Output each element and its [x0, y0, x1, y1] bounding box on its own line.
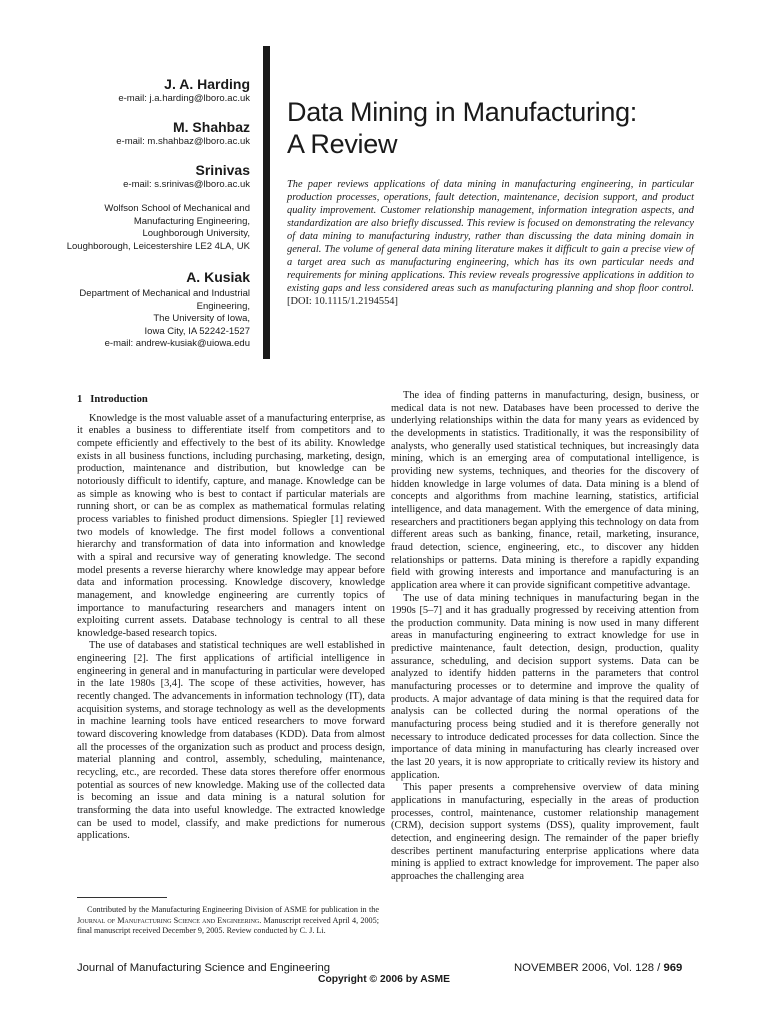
- abstract: [287, 178, 694, 308]
- paragraph: The use of data mining techniques in manufacturing began in the 1990s [5–7] and it has gradually progressed by receiving attention from the production community. Data mining is now used in many different areas in manufacturing engineering to extract knowledge for use in predictive maintenance, fault detection, design, production, quality assurance, scheduling, and decision support systems. Data can be analyzed to identify hidden patterns in the parameters that control manufacturing processes or to determine and improve the quality of products. A major advantage of data mining is that the required data for analysis can be collected during the normal operations of the manufacturing process being studied and it is therefore generally not necessary to introduce dedicated processes for data collection. Since the importance of data mining in manufacturing has clearly increased over the last 20 years, it is now appropriate to critically review its history and application.: [391, 592, 699, 781]
- footnote: [77, 905, 379, 937]
- author-email: [60, 179, 250, 191]
- email-label: e-mail:: [123, 179, 155, 190]
- section-heading: [77, 394, 385, 407]
- affiliation-line: Department of Mechanical and Industrial: [79, 288, 250, 299]
- email-link[interactable]: j.a.harding@lboro.ac.uk: [149, 93, 250, 104]
- author-email: [60, 338, 250, 351]
- paragraph: The idea of finding patterns in manufacturing, design, business, or medical data is not new. Databases have been processed to derive the underlying relationships within the data for many years as evidenced by the developments in statistics. Traditionally, it was the responsibility of analysts, who generally used statistical techniques, but increasingly data mining, which is an emerging area of computational intelligence, is providing new systems, techniques, and theories for the discovery of hidden knowledge in large volumes of data. Data mining is a blend of concepts and algorithms from machine learning, statistics, artificial intelligence, and data management. With the emergence of data mining, researchers and practitioners began applying this technology on data from different areas such as banking, finance, retail, marketing, insurance, fraud detection, science, engineering, etc., to discover any hidden relationships or patterns. Data mining is therefore a rapidly expanding field with growing interests and importance and manufacturing is an application area where it can provide significant competitive advantage.: [391, 390, 699, 591]
- affiliation-line: The University of Iowa,: [153, 313, 250, 324]
- affiliation-loughborough: [60, 203, 250, 253]
- email-label: e-mail:: [104, 338, 136, 349]
- title-line: A Review: [287, 129, 398, 159]
- author-name: A. Kusiak: [186, 269, 250, 285]
- paper-title: [287, 96, 727, 160]
- footer-issue: [514, 962, 682, 974]
- email-link[interactable]: s.srinivas@lboro.ac.uk: [154, 179, 250, 190]
- body-column-right: [391, 390, 699, 884]
- abstract-text: The paper reviews applications of data mining in manufacturing engineering, in particular production processes, operations, fault detection, maintenance, decision support, and product quality improvement. Customer relationship management, information integration aspects, and standardization are also briefly discussed. This review is focused on demonstrating the relevancy of data mining to manufacturing industry, rather than discussing the data mining domain in general. The volume of general data mining literature makes it difficult to gain a precise view of a target area such as manufacturing engineering, which has its own particular needs and requirements for mining applications. This review reveals progressive applications in addition to existing gaps and less considered areas such as manufacturing planning and shop floor control.: [287, 179, 694, 294]
- author-email: [60, 136, 250, 148]
- email-link[interactable]: andrew-kusiak@uiowa.edu: [135, 338, 250, 349]
- page-number: 969: [663, 962, 683, 974]
- author-name: M. Shahbaz: [172, 119, 250, 135]
- doi-link[interactable]: [DOI: 10.1115/1.2194554]: [287, 296, 398, 307]
- email-link[interactable]: m.shahbaz@lboro.ac.uk: [147, 136, 250, 147]
- vertical-divider: [263, 46, 270, 359]
- footnote-divider: [77, 897, 167, 898]
- separator: /: [654, 962, 664, 974]
- affiliation-line: Loughborough, Leicestershire LE2 4LA, UK: [66, 240, 250, 252]
- copyright: Copyright © 2006 by ASME: [318, 974, 450, 985]
- author-name: Srinivas: [195, 162, 250, 178]
- footnote-text: . Manuscript received April 4, 2005; final manuscript received December 9, 2005. Review conducted by C. J. Li.: [77, 915, 379, 935]
- title-line: Data Mining in Manufacturing:: [287, 97, 637, 127]
- footer-journal: Journal of Manufacturing Science and Engineering: [77, 962, 331, 974]
- affiliation-line: Manufacturing Engineering,: [133, 215, 250, 227]
- paragraph: Knowledge is the most valuable asset of a manufacturing enterprise, as it enables a business to differentiate itself from competitors and to compete efficiently and effectively to the best of its ability. Knowledge exists in all business functions, including purchasing, marketing, design, production, maintenance and distribution, but knowledge can be notoriously difficult to identify, capture, and manage. Knowledge can be as simple as knowing who is best to contact if particular materials are running short, or can be as complex as mathematical formulas relating process variables to finished product dimensions. Spiegler [1] reviewed two models of knowledge. The first model follows a conventional hierarchy and transformation of data into information and knowledge with a spiral and recursive way of generating knowledge. The second model presents a reverse hierarchy where knowledge may appear before data and information processing. Knowledge discovery, knowledge management, and knowledge engineering are currently topics of importance to manufacturing researchers and managers intent on exploiting current assets. Database technology is central to all these knowledge-based research topics.: [77, 412, 385, 639]
- email-label: e-mail:: [118, 93, 150, 104]
- issue-info: NOVEMBER 2006, Vol. 128: [514, 962, 655, 974]
- email-label: e-mail:: [116, 136, 148, 147]
- paragraph: This paper presents a comprehensive overview of data mining applications in manufacturing, especially in the areas of production processes, control, maintenance, customer relationship management (CRM), decision support systems (DSS), quality improvement, fault detection, and engineering design. The remainder of the paper briefly describes pertinent manufacturing enterprise applications where data mining is applied to extract knowledge for improvement. The paper also approaches the challenging area: [391, 782, 699, 882]
- author-email: [60, 93, 250, 105]
- affiliation-iowa: [60, 288, 250, 351]
- journal-name: Journal of Manufacturing Science and Engineering: [77, 915, 260, 925]
- body-column-left: [77, 390, 385, 843]
- section-title: Introduction: [90, 394, 148, 405]
- author-name: J. A. Harding: [164, 76, 250, 92]
- affiliation-line: Loughborough University,: [142, 228, 250, 239]
- footnote-text: Contributed by the Manufacturing Engineering Division of ASME for publication in the: [87, 905, 379, 914]
- author-block: [60, 70, 250, 351]
- affiliation-line: Wolfson School of Mechanical and: [104, 203, 250, 214]
- affiliation-line: Iowa City, IA 52242-1527: [144, 325, 250, 337]
- affiliation-line: Engineering,: [196, 300, 250, 312]
- section-number: 1: [77, 394, 83, 405]
- paragraph: The use of databases and statistical techniques are well established in engineering [2]. The first applications of artificial intelligence in engineering in general and in manufacturing in particular were developed in the late 1980s [3,4]. The scope of these activities, however, has recently changed. The advancements in information technology (IT), data acquisition systems, and storage technology as well as the developments in machine learning tools have enticed researchers to move forward toward discovering knowledge from databases (KDD). Data from almost all the processes of the organization such as product and process design, material planning and control, assembly, scheduling, maintenance, recycling, etc., are recorded. These data stores therefore offer enormous potential as sources of new knowledge. Making use of the collected data is becoming an issue and data mining is a natural solution for transforming the data into useful knowledge. The extracted knowledge can be used to model, classify, and make predictions for numerous applications.: [77, 640, 385, 842]
